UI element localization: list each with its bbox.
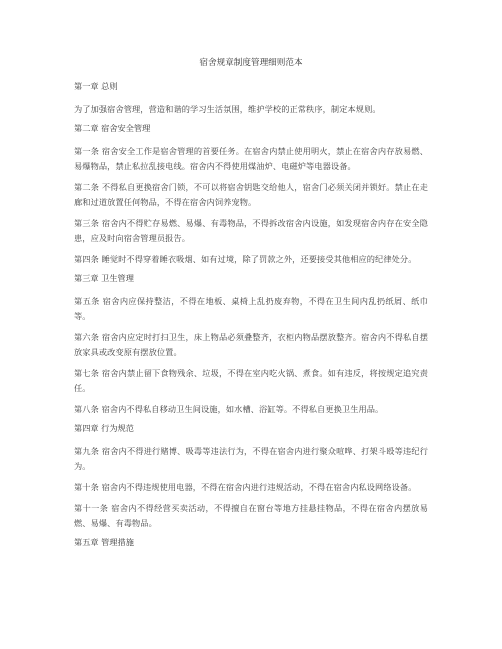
paragraph: 第五条 宿舍内应保持整洁，不得在地板、桌椅上乱扔废弃物，不得在卫生间内乱扔纸屑、纸巾等。	[74, 296, 428, 321]
paragraph: 第四条 睡觉时不得穿着睡衣吸烟、如有过境，除了罚款之外，还要接受其他相应的纪律处分。	[74, 254, 417, 264]
chapter-heading: 第五章 管理措施	[74, 537, 134, 547]
paragraph: 第二条 不得私自更换宿舍门锁，不可以将宿舍钥匙交给他人，宿舍门必须关闭并锁好。禁止在走廊和过道放置任何物品，不得在宿舍内饲养宠物。	[74, 182, 428, 207]
chapter-heading: 第三章 卫生管理	[74, 273, 134, 283]
chapter-heading: 第四章 行为规范	[74, 423, 134, 433]
paragraph: 第十条 宿舍内不得违规使用电器，不得在宿舍内进行违规活动，不得在宿舍内私设网络设备。	[74, 482, 417, 492]
chapter-heading: 第一章 总则	[74, 81, 118, 91]
paragraph: 第三条 宿舍内不得贮存易燃、易爆、有毒物品，不得拆改宿舍内设施，如发现宿舍内存在安全隐患，应及时向宿舍管理员报告。	[74, 218, 428, 243]
document-body	[74, 81, 428, 548]
document-title: 宿舍规章制度管理细则范本	[199, 58, 303, 68]
paragraph: 第十一条 宿舍内不得经营买卖活动，不得擅自在窗台等地方挂悬挂物品，不得在宿舍内摆放易燃、易爆、有毒物品。	[74, 503, 428, 528]
paragraph: 第七条 宿舍内禁止留下食物残余、垃圾，不得在室内吃火锅、煮食。如有违反，将按规定追究责任。	[74, 368, 428, 393]
paragraph: 为了加强宿舍管理，营造和谐的学习生活氛围，维护学校的正常秩序，制定本规则。	[74, 104, 381, 114]
paragraph: 第九条 宿舍内不得进行赌博、吸毒等违法行为，不得在宿舍内进行聚众喧哗、打架斗殴等违纪行为。	[74, 446, 428, 471]
paragraph: 第一条 宿舍安全工作是宿舍管理的首要任务。在宿舍内禁止使用明火，禁止在宿舍内存放易燃、易爆物品，禁止私拉乱接电线。宿舍内不得使用煤油炉、电磁炉等电器设备。	[74, 146, 428, 171]
paragraph: 第八条 宿舍内不得私自移动卫生间设施，如水槽、浴缸等。不得私自更换卫生用品。	[74, 404, 384, 414]
chapter-heading: 第二章 宿舍安全管理	[74, 123, 151, 133]
paragraph: 第六条 宿舍内应定时打扫卫生，床上物品必须叠整齐，衣柜内物品摆放整齐。宿舍内不得私自摆放家具或改变原有摆放位置。	[74, 332, 428, 357]
